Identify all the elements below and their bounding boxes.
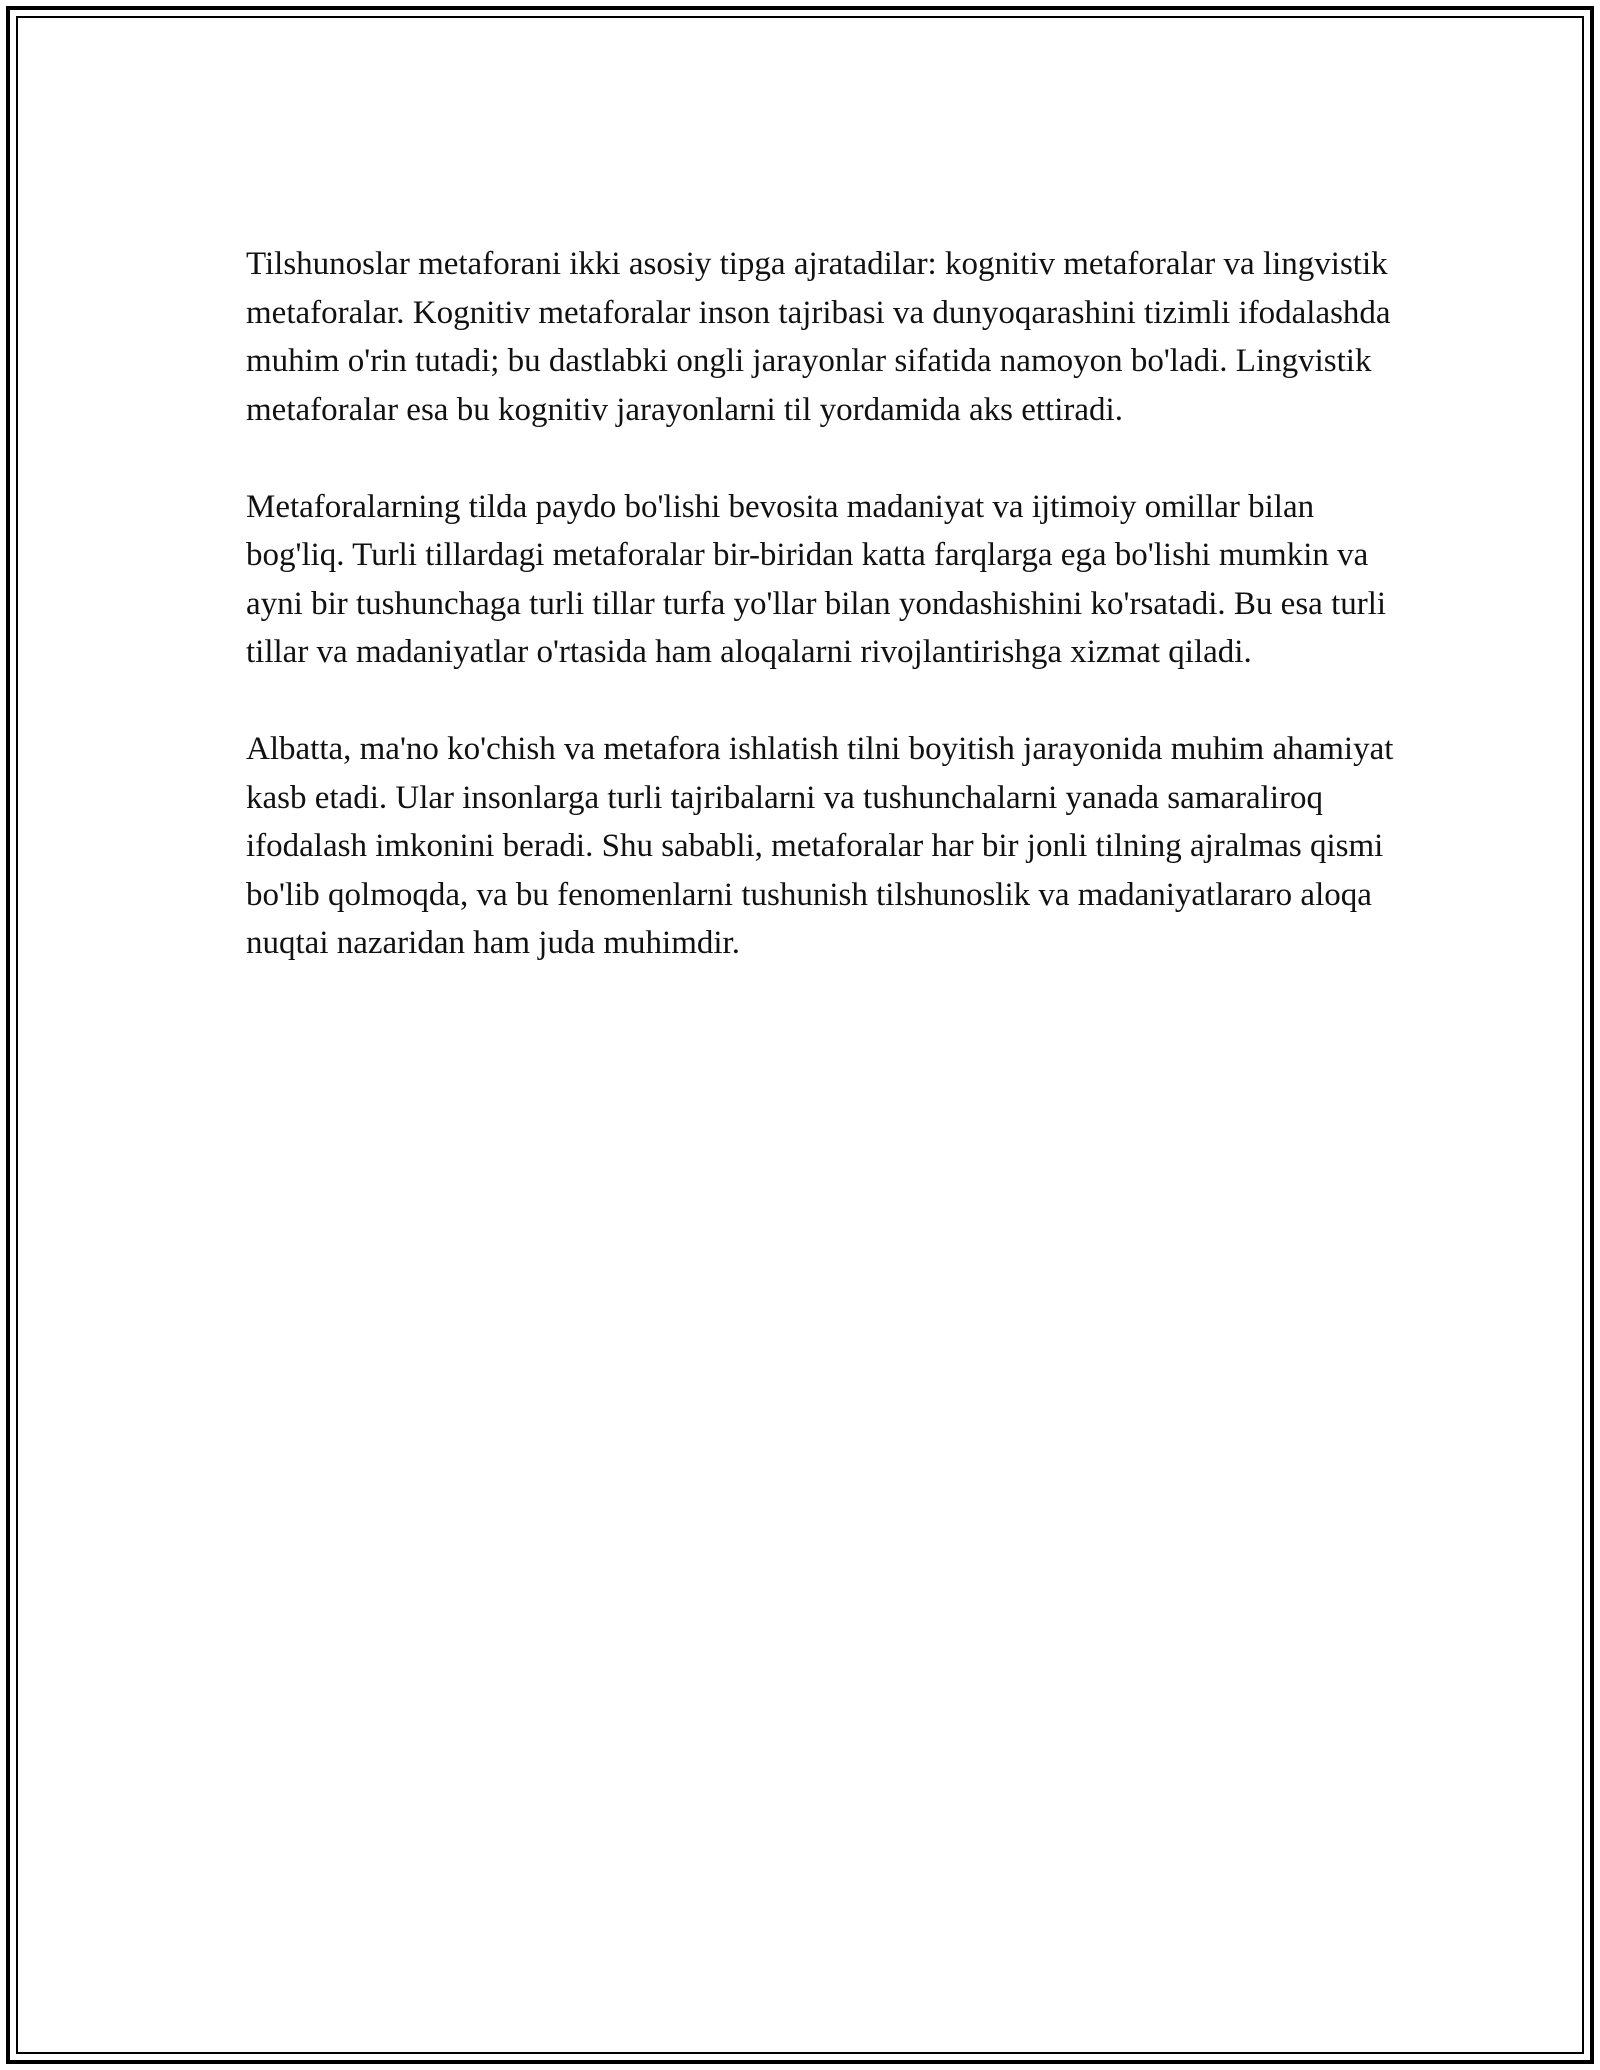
paragraph-2: Metaforalarning tilda paydo bo'lishi bevosita madaniyat va ijtimoiy omillar bilan bog'liq. Turli tillardagi metaforalar bir-biridan katta farqlarga ega bo'lishi mumkin va ayni bir tushunchaga turli tillar turfa yo'llar bilan yondashishini ko'rsatadi. Bu esa turli tillar va madaniyatlar o'rtasida ham aloqalarni rivojlantirishga xizmat qiladi.	[246, 488, 1387, 670]
page-border	[6, 6, 1594, 2064]
document-body	[246, 240, 1396, 968]
paragraph-1: Tilshunoslar metaforani ikki asosiy tipga ajratadilar: kognitiv metaforalar va lingvistik metaforalar. Kognitiv metaforalar inson tajribasi va dunyoqarashini tizimli ifodalashda muhim o'rin tutadi; bu dastlabki ongli jarayonlar sifatida namoyon bo'ladi. Lingvistik metaforalar esa bu kognitiv jarayonlarni til yordamida aks ettiradi.	[246, 246, 1391, 428]
paragraph-3: Albatta, ma'no ko'chish va metafora ishlatish tilni boyitish jarayonida muhim ahamiyat kasb etadi. Ular insonlarga turli tajribalarni va tushunchalarni yanada samaraliroq ifodalash imkonini beradi. Shu sababli, metaforalar har bir jonli tilning ajralmas qismi bo'lib qolmoqda, va bu fenomenlarni tushunish tilshunoslik va madaniyatlararo aloqa nuqtai nazaridan ham juda muhimdir.	[246, 731, 1394, 961]
